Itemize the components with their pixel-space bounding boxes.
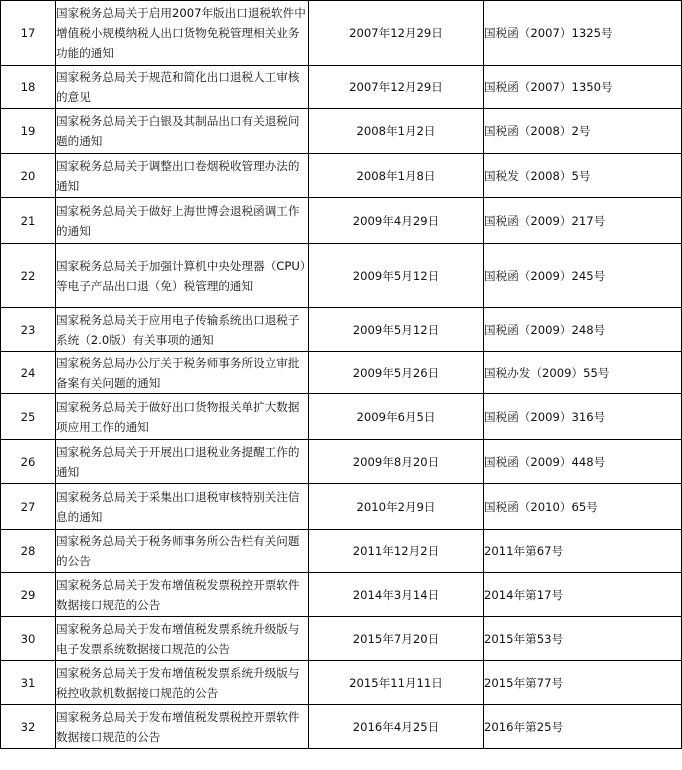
table-row <box>1 1 682 66</box>
document-number-cell: 国税函（2009）248号 <box>484 308 682 352</box>
row-number-cell: 19 <box>1 109 56 154</box>
document-number-cell: 2011年第67号 <box>484 530 682 573</box>
row-number-cell: 32 <box>1 705 56 749</box>
document-title-cell: 国家税务总局关于规范和简化出口退税人工审核的意见 <box>56 66 309 109</box>
row-number-cell: 26 <box>1 440 56 484</box>
document-title-cell: 国家税务总局关于发布增值税发票税控开票软件数据接口规范的公告 <box>56 573 309 617</box>
document-number-cell: 国税办发（2009）55号 <box>484 352 682 394</box>
row-number-cell: 29 <box>1 573 56 617</box>
table-row <box>1 617 682 661</box>
document-number-cell: 国税函（2010）65号 <box>484 484 682 530</box>
document-number-cell: 2015年第53号 <box>484 617 682 661</box>
row-number-cell: 28 <box>1 530 56 573</box>
document-title-cell: 国家税务总局关于应用电子传输系统出口退税子系统（2.0版）有关事项的通知 <box>56 308 309 352</box>
document-title-cell: 国家税务总局关于做好上海世博会退税函调工作的通知 <box>56 198 309 244</box>
document-number-cell: 2014年第17号 <box>484 573 682 617</box>
document-title-cell: 国家税务总局关于加强计算机中央处理器（CPU）等电子产品出口退（免）税管理的通知 <box>56 244 309 308</box>
row-number-cell: 21 <box>1 198 56 244</box>
row-number-cell: 20 <box>1 154 56 198</box>
table-row <box>1 530 682 573</box>
issue-date-cell: 2009年6月5日 <box>309 394 484 440</box>
table-row <box>1 394 682 440</box>
document-table-body <box>1 1 682 749</box>
issue-date-cell: 2011年12月2日 <box>309 530 484 573</box>
issue-date-cell: 2015年7月20日 <box>309 617 484 661</box>
issue-date-cell: 2010年2月9日 <box>309 484 484 530</box>
table-row <box>1 573 682 617</box>
document-number-cell: 国税函（2009）245号 <box>484 244 682 308</box>
row-number-cell: 31 <box>1 661 56 705</box>
document-number-cell: 国税函（2007）1325号 <box>484 1 682 66</box>
issue-date-cell: 2009年5月26日 <box>309 352 484 394</box>
row-number-cell: 18 <box>1 66 56 109</box>
table-row <box>1 244 682 308</box>
document-title-cell: 国家税务总局关于调整出口卷烟税收管理办法的通知 <box>56 154 309 198</box>
document-number-cell: 国税函（2009）448号 <box>484 440 682 484</box>
document-title-cell: 国家税务总局关于税务师事务所公告栏有关问题的公告 <box>56 530 309 573</box>
row-number-cell: 22 <box>1 244 56 308</box>
table-row <box>1 352 682 394</box>
issue-date-cell: 2008年1月2日 <box>309 109 484 154</box>
document-number-cell: 国税函（2008）2号 <box>484 109 682 154</box>
document-title-cell: 国家税务总局关于发布增值税发票系统升级版与电子发票系统数据接口规范的公告 <box>56 617 309 661</box>
document-title-cell: 国家税务总局关于发布增值税发票系统升级版与税控收款机数据接口规范的公告 <box>56 661 309 705</box>
document-number-cell: 2016年第25号 <box>484 705 682 749</box>
document-title-cell: 国家税务总局关于启用2007年版出口退税软件中增值税小规模纳税人出口货物免税管理相关业务功能的通知 <box>56 1 309 66</box>
table-row <box>1 440 682 484</box>
row-number-cell: 24 <box>1 352 56 394</box>
row-number-cell: 30 <box>1 617 56 661</box>
row-number-cell: 17 <box>1 1 56 66</box>
row-number-cell: 23 <box>1 308 56 352</box>
issue-date-cell: 2015年11月11日 <box>309 661 484 705</box>
document-number-cell: 2015年第77号 <box>484 661 682 705</box>
document-number-cell: 国税函（2007）1350号 <box>484 66 682 109</box>
issue-date-cell: 2016年4月25日 <box>309 705 484 749</box>
document-number-cell: 国税函（2009）217号 <box>484 198 682 244</box>
table-row <box>1 66 682 109</box>
issue-date-cell: 2009年8月20日 <box>309 440 484 484</box>
table-row <box>1 661 682 705</box>
table-row <box>1 198 682 244</box>
issue-date-cell: 2009年5月12日 <box>309 244 484 308</box>
table-row <box>1 308 682 352</box>
issue-date-cell: 2008年1月8日 <box>309 154 484 198</box>
table-row <box>1 154 682 198</box>
table-row <box>1 484 682 530</box>
table-row <box>1 109 682 154</box>
document-title-cell: 国家税务总局关于采集出口退税审核特别关注信息的通知 <box>56 484 309 530</box>
table-row <box>1 705 682 749</box>
issue-date-cell: 2009年5月12日 <box>309 308 484 352</box>
row-number-cell: 27 <box>1 484 56 530</box>
document-number-cell: 国税函（2009）316号 <box>484 394 682 440</box>
issue-date-cell: 2009年4月29日 <box>309 198 484 244</box>
issue-date-cell: 2007年12月29日 <box>309 1 484 66</box>
document-title-cell: 国家税务总局关于开展出口退税业务提醒工作的通知 <box>56 440 309 484</box>
document-title-cell: 国家税务总局关于白银及其制品出口有关退税问题的通知 <box>56 109 309 154</box>
row-number-cell: 25 <box>1 394 56 440</box>
issue-date-cell: 2007年12月29日 <box>309 66 484 109</box>
document-title-cell: 国家税务总局关于做好出口货物报关单扩大数据项应用工作的通知 <box>56 394 309 440</box>
issue-date-cell: 2014年3月14日 <box>309 573 484 617</box>
document-number-cell: 国税发（2008）5号 <box>484 154 682 198</box>
document-title-cell: 国家税务总局办公厅关于税务师事务所设立审批备案有关问题的通知 <box>56 352 309 394</box>
document-title-cell: 国家税务总局关于发布增值税发票税控开票软件数据接口规范的公告 <box>56 705 309 749</box>
